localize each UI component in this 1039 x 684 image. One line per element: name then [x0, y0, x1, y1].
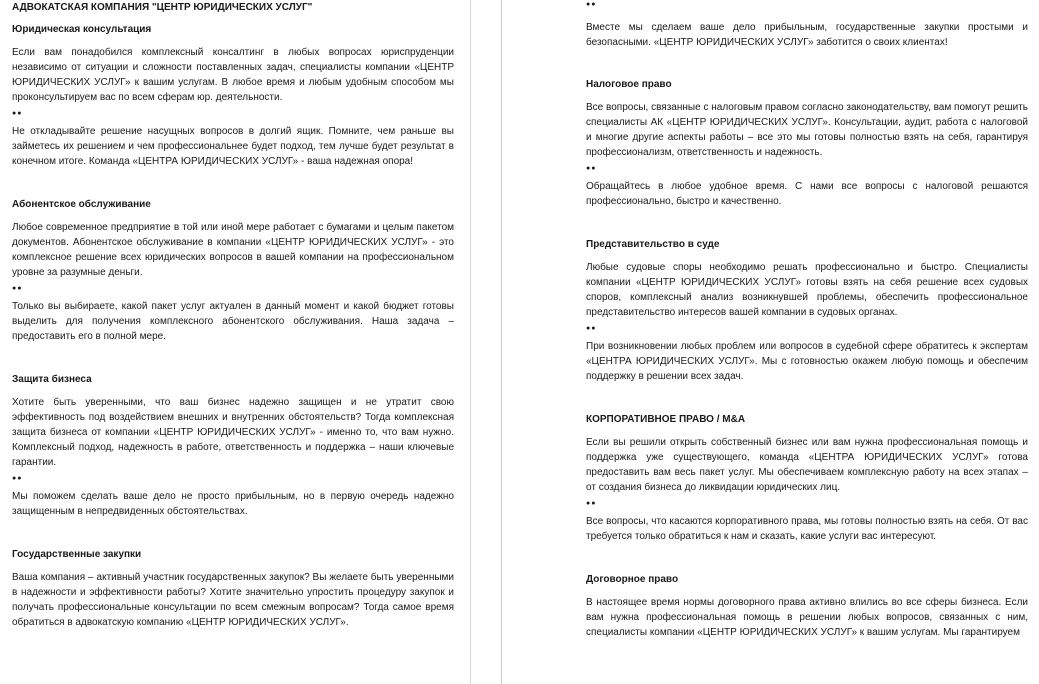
separator-bullets: ●●: [586, 1, 597, 8]
document-title: АДВОКАТСКАЯ КОМПАНИЯ "ЦЕНТР ЮРИДИЧЕСКИХ УСЛУГ": [12, 2, 313, 13]
paragraph: Все вопросы, связанные с налоговым правом согласно законодательству, вам помогут решить специалисты АК «ЦЕНТР ЮРИДИЧЕСКИХ УСЛУГ». Консультации, аудит, работа с налоговой и многие другие аспекты работы – все это мы готовы полностью взять на себя, гарантируя профессионализм, ответственность и надежность.: [586, 102, 1028, 158]
paragraph: Если вы решили открыть собственный бизнес или вам нужна профессиональная помощь и поддержка уже существующего, команда «ЦЕНТРА ЮРИДИЧЕСКИХ УСЛУГ» готова предоставить вам весь пакет услуг. Мы обеспечиваем комплексную работу на всех этапах – от создания бизнеса до ликвидации юридических лиц.: [586, 437, 1028, 493]
paragraph: Обращайтесь в любое удобное время. С нами все вопросы с налоговой решаются профессионально, быстро и качественно.: [586, 181, 1028, 207]
paragraph: Ваша компания – активный участник государственных закупок? Вы желаете быть уверенными в надежности и эффективности работы? Хотите значительно упростить процедуру закупок и получать профессиональные консультации по всем смежным вопросам? Тогда самое время обратиться в адвокатскую компанию «ЦЕНТР ЮРИДИЧЕСКИХ УСЛУГ».: [12, 572, 454, 628]
page-divider: [501, 0, 502, 684]
page-gap: [470, 0, 504, 684]
separator-bullets: ●●: [586, 165, 597, 172]
section-heading: Государственные закупки: [12, 549, 142, 560]
left-column: [12, 0, 454, 630]
section-court-representation: [586, 237, 1028, 384]
section-contract-law: [586, 572, 1028, 640]
right-column: [586, 0, 1028, 640]
separator-bullets: ●●: [586, 500, 597, 507]
section-tax-law: [586, 77, 1028, 209]
section-heading: Договорное право: [586, 574, 679, 585]
paragraph: Мы поможем сделать ваше дело не просто прибыльным, но в первую очередь надежно защищенным в непредвиденных обстоятельствах.: [12, 491, 454, 517]
section-heading: Абонентское обслуживание: [12, 199, 151, 210]
paragraph: Если вам понадобился комплексный консалтинг в любых вопросах юриспруденции независимо от ситуации и сложности поставленных задач, специалисты компании «ЦЕНТР ЮРИДИЧЕСКИХ УСЛУГ» к вашим услугам. В любое время и любым удобным способом мы проконсультируем вас по всем сферам юр. деятельности.: [12, 47, 454, 103]
paragraph: Все вопросы, что касаются корпоративного права, мы готовы полностью взять на себя. От вас требуется только обратиться к нам и сказать, какие услуги вас интересуют.: [586, 516, 1028, 542]
section-heading: Юридическая консультация: [12, 24, 152, 35]
paragraph: Только вы выбираете, какой пакет услуг актуален в данный момент и какой бюджет готовы выделить для получения комплексного абонентского обслуживания. Наша задача – предоставить его в полной мере.: [12, 301, 454, 342]
paragraph: Любые судовые споры необходимо решать профессионально и быстро. Специалисты компании «ЦЕНТР ЮРИДИЧЕСКИХ УСЛУГ» готовы взять на себя решение всех судовых споров, комплексный анализ возникнувшей проблемы, обеспечить профессиональное представительство интересов вашей компании в судовых органах.: [586, 262, 1028, 318]
paragraph: Хотите быть уверенными, что ваш бизнес надежно защищен и не утратит свою эффективность под воздействием внешних и внутренних обстоятельств? Тогда комплексная защита бизнеса от компании «ЦЕНТР ЮРИДИЧЕСКИХ УСЛУГ» - именно то, что вам нужно. Комплексный подход, надежность в работе, ответственность и поддержка – наши ключевые гарантии.: [12, 397, 454, 468]
section-heading: Представительство в суде: [586, 239, 720, 250]
section-heading: Защита бизнеса: [12, 374, 92, 385]
separator-bullets: ●●: [12, 285, 23, 292]
section-corporate-law: [586, 412, 1028, 544]
section-business-protection: [12, 372, 454, 519]
section-subscription: [12, 197, 454, 344]
separator-bullets: ●●: [12, 110, 23, 117]
paragraph: Вместе мы сделаем ваше дело прибыльным, государственные закупки простыми и безопасными. «ЦЕНТР ЮРИДИЧЕСКИХ УСЛУГ» заботится о своих клиентах!: [586, 22, 1028, 48]
section-heading: КОРПОРАТИВНОЕ ПРАВО / M&A: [586, 414, 746, 425]
section-heading: Налоговое право: [586, 79, 672, 90]
separator-bullets: ●●: [12, 475, 23, 482]
separator-bullets: ●●: [586, 325, 597, 332]
paragraph: При возникновении любых проблем или вопросов в судебной сфере обратитесь к экспертам «ЦЕНТРА ЮРИДИЧЕСКИХ УСЛУГ». Мы с готовностью окажем любую помощь и обеспечим поддержку в решении всех задач.: [586, 341, 1028, 382]
paragraph: Любое современное предприятие в той или иной мере работает с бумагами и целым пакетом документов. Абонентское обслуживание в компании «ЦЕНТР ЮРИДИЧЕСКИХ УСЛУГ» - это комплексное решение всех юридических вопросов в вашей компании на профессиональном уровне за разумные деньги.: [12, 222, 454, 278]
section-consultation: [12, 22, 454, 169]
paragraph: Не откладывайте решение насущных вопросов в долгий ящик. Помните, чем раньше вы займетесь их решением и чем профессиональнее будет подход, тем лучше будет результат в конечном итоге. Команда «ЦЕНТРА ЮРИДИЧЕСКИХ УСЛУГ» - ваша надежная опора!: [12, 126, 454, 167]
paragraph: В настоящее время нормы договорного права активно влились во все сферы бизнеса. Если вам нужна профессиональная помощь в решении любых вопросов, связанных с ним, специалисты компании «ЦЕНТР ЮРИДИЧЕСКИХ УСЛУГ» к вашим услугам. Мы гарантируем: [586, 597, 1028, 638]
section-procurement: [12, 547, 454, 630]
